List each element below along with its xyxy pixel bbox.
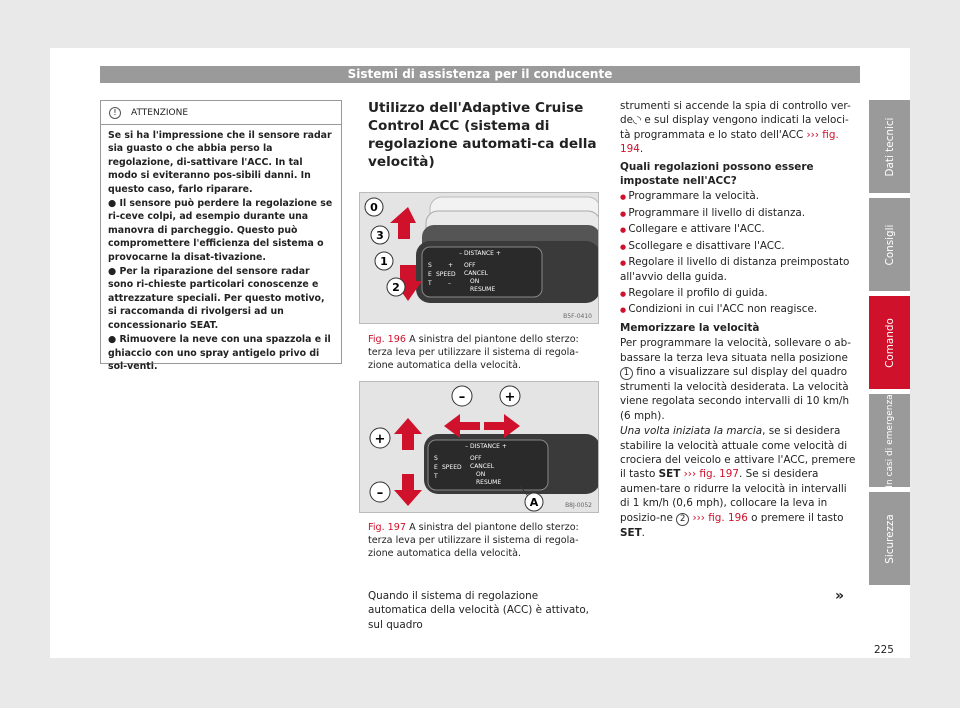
list-item: ● Programmare il livello di distanza. <box>620 206 858 221</box>
position-badge: 2 <box>676 513 689 526</box>
callout-0 <box>365 198 383 216</box>
continue-mark: » <box>835 588 845 604</box>
svg-text:T: T <box>434 473 438 480</box>
warning-title: ATTENZIONE <box>131 107 189 118</box>
svg-text:ON: ON <box>470 278 480 285</box>
svg-text:OFF: OFF <box>470 455 482 462</box>
warning-intro: Se si ha l'impressione che il sensore radar sia guasto o che abbia perso la regolazione, di-sattivare l'ACC. In tal modo si eviteranno pos-sibili danni. In questo caso, farlo riparare. <box>108 130 332 195</box>
section-title: Utilizzo dell'Adaptive Cruise Control ACC (sistema di regolazione automati-ca della velocità) <box>368 100 597 170</box>
callout-2 <box>387 278 405 296</box>
header-bar: Sistemi di assistenza per il conducente <box>100 66 860 83</box>
svg-text:– DISTANCE +: – DISTANCE + <box>459 250 501 257</box>
tab-casi-emergenza[interactable]: In casi di emergenza <box>869 394 910 487</box>
svg-text:T: T <box>428 280 432 287</box>
svg-text:CANCEL: CANCEL <box>464 270 489 277</box>
list-item: ● Programmare la velocità. <box>620 189 858 204</box>
svg-text:3: 3 <box>376 229 384 242</box>
warning-box <box>100 100 342 372</box>
warning-bullet: ● Per la riparazione del sensore radar sono ri-chieste particolari conoscenze e attrezzature speciali. Per questo motivo, si raccomanda di rivolgersi ad un concessionario SEAT. <box>108 266 325 331</box>
list-item: ● Scollegare e disattivare l'ACC. <box>620 239 858 254</box>
callout-1 <box>375 252 393 270</box>
body-text: Quando il sistema di regolazione automatica della velocità (ACC) è attivato, sul quadro <box>368 590 589 631</box>
svg-text:+: + <box>374 432 386 447</box>
svg-text:+: + <box>448 262 454 269</box>
warning-header <box>101 101 341 125</box>
callout-top-plus <box>500 386 520 406</box>
figure-code: B5F-0410 <box>563 313 592 320</box>
svg-text:E: E <box>434 464 438 471</box>
warning-bullet: ● Il sensore può perdere la regolazione se ri-ceve colpi, ad esempio durante una manovra di parcheggio. Questo può compromettere l'efficienza del sistema o provocarne la disat-tivazione. <box>108 198 333 263</box>
figure-197 <box>359 381 599 513</box>
figure-link[interactable]: ››› fig. 197 <box>680 468 739 481</box>
cruise-control-icon: ◟◝ <box>633 114 642 127</box>
callout-3 <box>371 226 389 244</box>
svg-text:– DISTANCE +: – DISTANCE + <box>465 443 507 450</box>
svg-text:–: – <box>376 486 384 501</box>
warning-icon: ! <box>109 107 121 119</box>
svg-text:OFF: OFF <box>464 262 476 269</box>
paragraph: Una volta iniziata la marcia, se si desidera stabilire la velocità attuale come velocità di crociera del veicolo e attivare l'ACC, premere il tasto SET ››› fig. 197. Se si desidera aumen-tare o ridurre la velocità in intervalli di 1 km/h (0,6 mph), collocare la leva in posizio-ne 2 ››› fig. 196 o premere il tasto SET. <box>620 425 856 539</box>
callout-left-plus <box>370 428 390 448</box>
caption-196: Fig. 196 A sinistra del piantone dello sterzo: terza leva per utilizzare il sistema di regola-zione automatica della velocità. <box>368 334 579 371</box>
caption-197: Fig. 197 A sinistra del piantone dello sterzo: terza leva per utilizzare il sistema di regola-zione automatica della velocità. <box>368 522 579 559</box>
svg-text:2: 2 <box>392 281 400 294</box>
subheading: Memorizzare la velocità <box>620 321 760 334</box>
callout-left-minus <box>370 482 390 502</box>
svg-text:A: A <box>529 496 539 509</box>
figure-link[interactable]: ››› fig. 194 <box>620 128 839 156</box>
svg-text:–: – <box>448 280 451 287</box>
paragraph: strumenti si accende la spia di controllo ver-de◟◝ e sul display vengono indicati la veloci-tà programmata e lo stato dell'ACC ››› fig. 194. <box>620 100 851 156</box>
set-key-icon: SET <box>658 468 681 481</box>
tab-sicurezza[interactable]: Sicurezza <box>869 492 910 585</box>
callout-top-minus <box>452 386 472 406</box>
list-item: ● Collegare e attivare l'ACC. <box>620 222 858 237</box>
page-number: 225 <box>874 644 894 656</box>
warning-bullet: ● Rimuovere la neve con una spazzola e il ghiaccio con uno spray antigelo privo di sol-venti. <box>108 334 331 372</box>
right-column <box>620 99 858 541</box>
svg-text:SPEED: SPEED <box>436 271 456 278</box>
svg-text:RESUME: RESUME <box>470 286 496 293</box>
callout-a <box>525 493 543 511</box>
svg-text:RESUME: RESUME <box>476 479 502 486</box>
svg-text:S: S <box>434 455 438 462</box>
warning-body <box>101 125 341 373</box>
paragraph: Per programmare la velocità, sollevare o ab-bassare la terza leva situata nella posizione 1 fino a visualizzare sul display del quadro strumenti la velocità desiderata. La velocità viene regolata secondo intervalli di 10 km/h (6 mph). <box>620 337 851 422</box>
subheading: Quali regolazioni possono essere impostate nell'ACC? <box>620 160 814 188</box>
position-badge: 1 <box>620 367 633 380</box>
list-item: ● Condizioni in cui l'ACC non reagisce. <box>620 302 858 317</box>
list-item: ● Regolare il profilo di guida. <box>620 286 858 301</box>
svg-text:SPEED: SPEED <box>442 464 462 471</box>
svg-text:0: 0 <box>370 201 378 214</box>
figure-link[interactable]: ››› fig. 196 <box>689 511 748 524</box>
tab-comando[interactable]: Comando <box>869 296 910 389</box>
svg-text:–: – <box>458 390 466 405</box>
svg-text:1: 1 <box>380 255 388 268</box>
figure-code: B8J-0052 <box>565 502 592 509</box>
tab-consigli[interactable]: Consigli <box>869 198 910 291</box>
svg-text:CANCEL: CANCEL <box>470 463 495 470</box>
list-item: ● Regolare il livello di distanza preimpostato all'avvio della guida. <box>620 255 858 285</box>
svg-text:ON: ON <box>476 471 486 478</box>
figure-196 <box>359 192 599 324</box>
tab-dati-tecnici[interactable]: Dati tecnici <box>869 100 910 193</box>
svg-text:S: S <box>428 262 432 269</box>
svg-text:E: E <box>428 271 432 278</box>
set-key-icon: SET <box>620 526 642 539</box>
svg-text:+: + <box>504 390 516 405</box>
